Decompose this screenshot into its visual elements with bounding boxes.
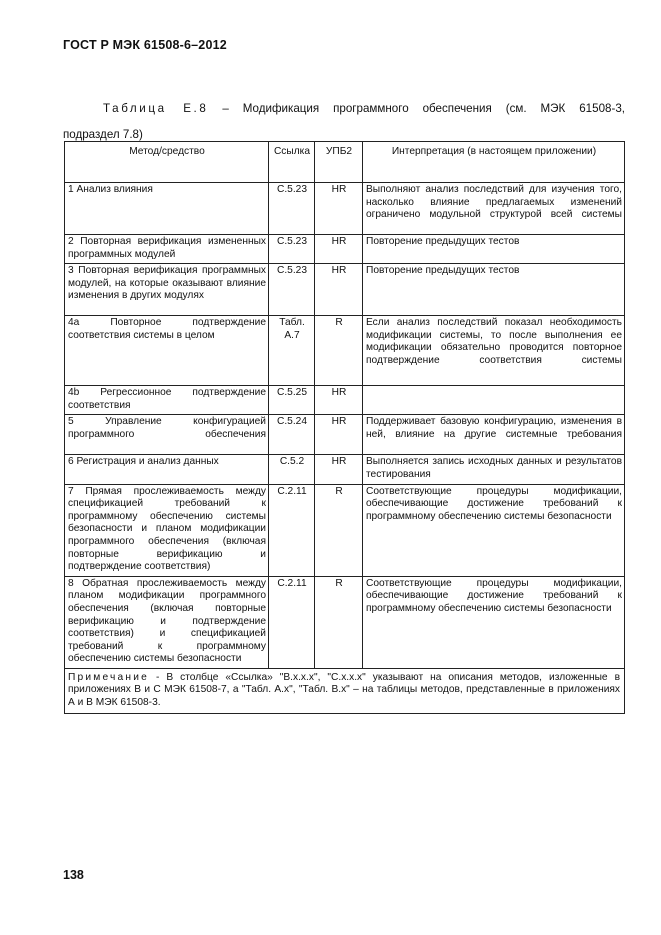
table-row: [65, 235, 625, 264]
methods-table: [64, 141, 625, 714]
row-ref: С.5.2: [269, 455, 315, 484]
row-ref: С.5.24: [269, 415, 315, 455]
row-interp: Соответствующие процедуры модификации, обеспечивающие достижение требований к программному обеспечению системы безопасности: [363, 576, 625, 668]
table-row: [65, 576, 625, 668]
table-row: [65, 316, 625, 386]
table-row: [65, 415, 625, 455]
table-row: [65, 484, 625, 576]
row-ref: С.5.25: [269, 386, 315, 415]
row-ref: С.5.23: [269, 264, 315, 316]
header-method: Метод/средство: [65, 142, 269, 183]
table-row: [65, 455, 625, 484]
row-method: 7 Прямая прослеживаемость между спецификацией требований к программному обеспечению системы безопасности и планом модификации программного обеспечения (включая повторные верификацию и подтверждение соответствия): [65, 484, 269, 576]
row-ref: С.5.23: [269, 235, 315, 264]
table-caption-text: – Модификация программного обеспечения (см. МЭК 61508-3,: [222, 102, 625, 115]
header-interp: Интерпретация (в настоящем приложении): [363, 142, 625, 183]
note-text: - В столбце «Ссылка» "В.х.х.х", "С.х.х.х" указывают на описания методов, изложенные в приложениях В и С МЭК 61508-7, а "Табл. А.х", "Табл. В.х" – на таблицы методов, представленные в приложениях А и В МЭК 61508-3.: [68, 671, 620, 709]
header-ref: Ссылка: [269, 142, 315, 183]
row-interp: Выполняется запись исходных данных и результатов тестирования: [363, 455, 625, 484]
row-method: 5 Управление конфигурацией программного обеспечения: [65, 415, 269, 455]
row-upb: HR: [315, 183, 363, 235]
row-interp: Повторение предыдущих тестов: [363, 235, 625, 264]
row-method: 1 Анализ влияния: [65, 183, 269, 235]
page-number: 138: [63, 868, 84, 882]
row-interp: Соответствующие процедуры модификации, обеспечивающие достижение требований к программному обеспечению системы безопасности: [363, 484, 625, 576]
row-upb: R: [315, 484, 363, 576]
row-method: 3 Повторная верификация программных модулей, на которые оказывают влияние изменения в других модулях: [65, 264, 269, 316]
row-interp: Если анализ последствий показал необходимость модификации системы, то после выполнения ее модификации обязательно проводится повторное подтверждение соответствия системы: [363, 316, 625, 386]
row-interp: Повторение предыдущих тестов: [363, 264, 625, 316]
note-label: Примечание: [68, 671, 149, 683]
row-ref: С.2.11: [269, 484, 315, 576]
table-note-row: [65, 668, 625, 713]
row-upb: R: [315, 316, 363, 386]
row-ref: С.2.11: [269, 576, 315, 668]
header-upb: УПБ2: [315, 142, 363, 183]
table-row: [65, 386, 625, 415]
row-method: 8 Обратная прослеживаемость между планом модификации программного обеспечения (включая повторные верификацию и подтверждение соответствия) и спецификацией требований к программному обеспечению системы безопасности: [65, 576, 269, 668]
row-interp: Выполняют анализ последствий для изучения того, насколько влияние предлагаемых изменений ограничено модульной структурой всей системы: [363, 183, 625, 235]
row-ref: С.5.23: [269, 183, 315, 235]
table-row: [65, 264, 625, 316]
row-method: 4b Регрессионное подтверждение соответствия: [65, 386, 269, 415]
row-method: 6 Регистрация и анализ данных: [65, 455, 269, 484]
table-row: [65, 183, 625, 235]
row-ref: Табл. А.7: [269, 316, 315, 386]
table-caption-continuation: подраздел 7.8): [63, 128, 143, 141]
row-upb: HR: [315, 386, 363, 415]
row-upb: HR: [315, 235, 363, 264]
row-interp: [363, 386, 625, 415]
row-upb: HR: [315, 415, 363, 455]
table-note: [65, 668, 625, 713]
row-method: 2 Повторная верификация измененных программных модулей: [65, 235, 269, 264]
document-header: ГОСТ Р МЭК 61508-6–2012: [63, 38, 227, 52]
row-interp: Поддерживает базовую конфигурацию, изменения в ней, влияние на другие системные требования: [363, 415, 625, 455]
row-upb: HR: [315, 264, 363, 316]
table-caption-label: Таблица Е.8: [103, 102, 209, 115]
row-upb: HR: [315, 455, 363, 484]
row-method: 4а Повторное подтверждение соответствия системы в целом: [65, 316, 269, 386]
table-header-row: [65, 142, 625, 183]
row-upb: R: [315, 576, 363, 668]
